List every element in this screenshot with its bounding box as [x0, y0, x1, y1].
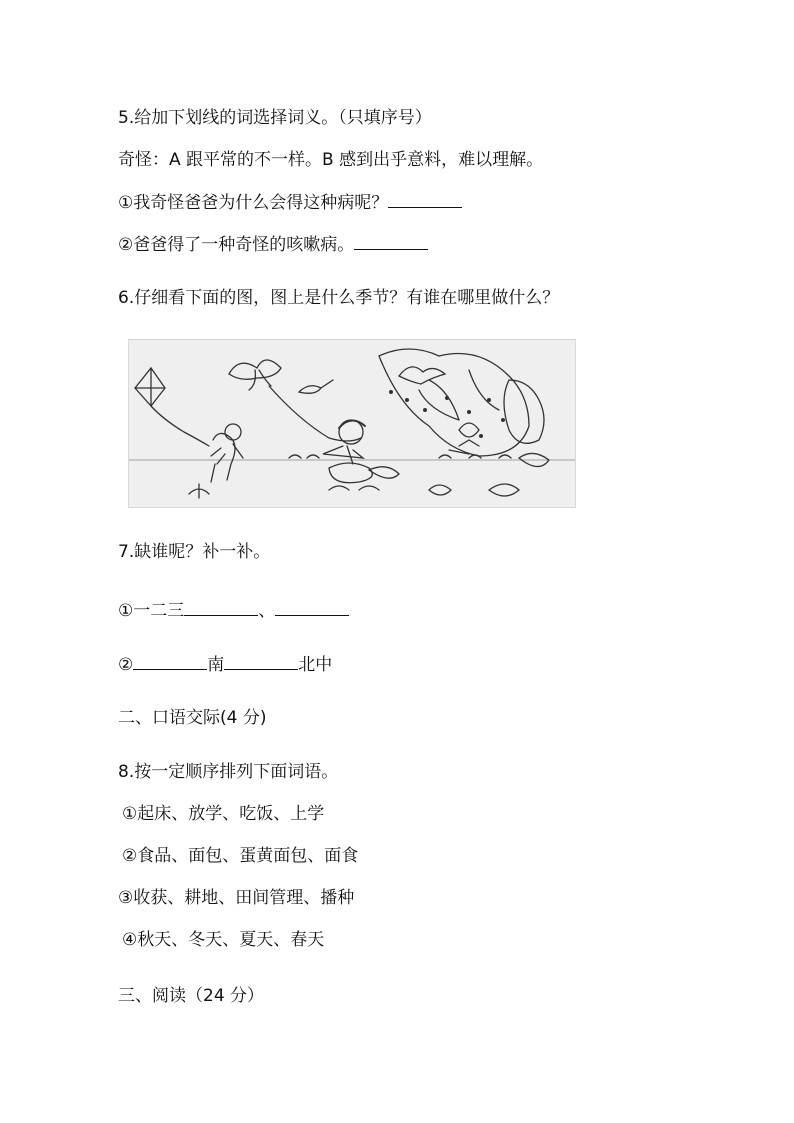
- section-3-title: 三、阅读（24 分）: [118, 986, 265, 1006]
- q7-item-2-mid: 南: [207, 655, 225, 675]
- q5-definition: 奇怪：A 跟平常的不一样。B 感到出乎意料，难以理解。: [118, 150, 544, 170]
- q5-item-1: [118, 191, 462, 214]
- q5-item-2: [118, 233, 428, 256]
- sketch-drawing: [129, 340, 575, 507]
- q7-item-2: [118, 653, 332, 676]
- q8-item: ②食品、面包、蛋黄面包、面食: [122, 846, 359, 866]
- answer-blank[interactable]: [354, 233, 428, 250]
- q8-item: ③收获、耕地、田间管理、播种: [118, 888, 355, 908]
- q7-item-1-prefix: ①一二三: [118, 601, 185, 621]
- q7-item-1-separator: 、: [258, 601, 276, 621]
- answer-blank[interactable]: [275, 599, 349, 616]
- answer-blank[interactable]: [388, 191, 462, 208]
- q8-item: ①起床、放学、吃饭、上学: [122, 804, 325, 824]
- q7-item-2-prefix: ②: [118, 655, 134, 675]
- section-2-title: 二、口语交际(4 分): [118, 708, 267, 728]
- q7-item-1: [118, 599, 349, 622]
- q7-item-2-suffix: 北中: [298, 655, 333, 675]
- answer-blank[interactable]: [133, 653, 207, 670]
- q8-item: ④秋天、冬天、夏天、春天: [122, 930, 325, 950]
- spring-scene-illustration: [128, 339, 576, 508]
- q7-title: 7.缺谁呢？补一补。: [118, 542, 271, 562]
- q8-title: 8.按一定顺序排列下面词语。: [118, 762, 339, 782]
- answer-blank[interactable]: [224, 653, 298, 670]
- answer-blank[interactable]: [184, 599, 258, 616]
- q6-title: 6.仔细看下面的图，图上是什么季节？有谁在哪里做什么？: [118, 288, 560, 308]
- q5-item-1-text: ①我奇怪爸爸为什么会得这种病呢？: [118, 193, 389, 213]
- q5-item-2-text: ②爸爸得了一种奇怪的咳嗽病。: [118, 235, 355, 255]
- q5-title: 5.给加下划线的词选择词义。（只填序号）: [118, 108, 432, 128]
